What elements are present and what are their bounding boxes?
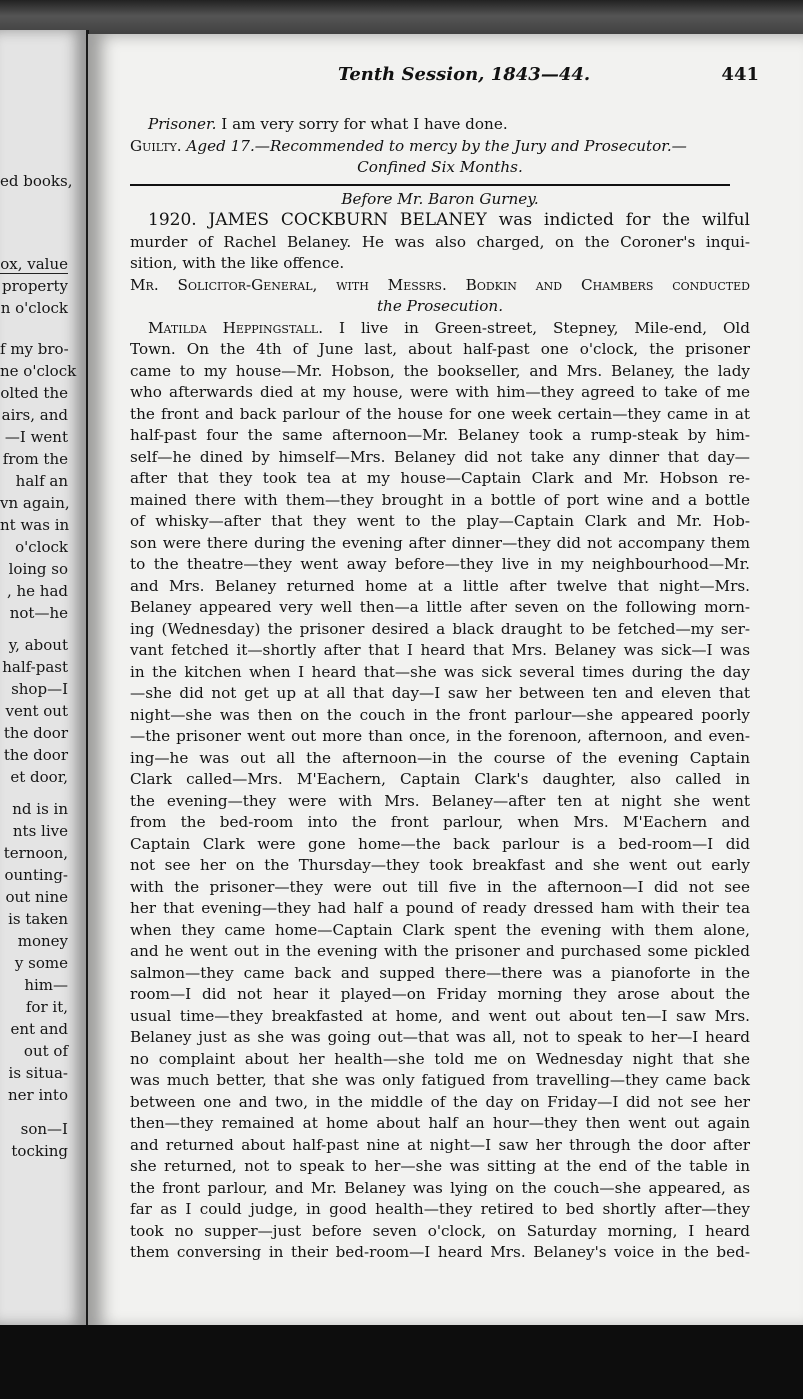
testimony-line: after that they took tea at my house—Captain Clark and Mr. Hobson re- [130, 469, 750, 487]
left-page-line: son—I [20, 1120, 68, 1138]
left-page-line: for it, [25, 998, 68, 1016]
section-rule [130, 184, 730, 186]
page-header [88, 64, 803, 90]
testimony-line: half-past four the same afternoon—Mr. Belaney took a rump-steak by him- [130, 426, 750, 444]
testimony-line: of whisky—after that they went to the play—Captain Clark and Mr. Hob- [130, 512, 750, 530]
left-page-line: vent out [5, 702, 68, 720]
verdict-line [130, 136, 750, 158]
testimony [130, 318, 750, 1264]
left-page-line: et door, [10, 768, 68, 786]
left-page-line: y some [14, 954, 68, 972]
testimony-line: she returned, not to speak to her—she was sitting at the end of the table in [130, 1157, 750, 1175]
left-page-line: —I went [4, 428, 68, 446]
left-page-line: is situa- [8, 1064, 68, 1082]
testimony-line: from the bed-room into the front parlour, when Mrs. M'Eachern and [130, 813, 750, 831]
left-page-line: out of [23, 1042, 68, 1060]
prisoner-statement-text: I am very sorry for what I have done. [221, 115, 508, 133]
testimony-line: self—he dined by himself—Mrs. Belaney did not take any dinner that day— [130, 447, 750, 466]
left-page-line: out nine [5, 888, 68, 906]
left-page-line: loing so [8, 560, 68, 578]
testimony-line: night—she was then on the couch in the front parlour—she appeared poorly [130, 705, 750, 724]
left-page-line: half an [15, 472, 68, 490]
left-page-line: , he had [6, 582, 68, 600]
testimony-line: —the prisoner went out more than once, in the forenoon, afternoon, and even- [130, 727, 750, 745]
testimony-line: far as I could judge, in good health—they retired to bed shortly after—they [130, 1200, 750, 1218]
testimony-line: mained there with them—they brought in a bottle of port wine and a bottle [130, 490, 750, 509]
testimony-line: came to my house—Mr. Hobson, the bookseller, and Mrs. Belaney, the lady [130, 361, 750, 380]
testimony-line: between one and two, in the middle of the day on Friday—I did not see her [130, 1092, 750, 1111]
verdict-label: Guilty. [130, 136, 182, 155]
testimony-line: Clark called—Mrs. M'Eachern, Captain Clark's daughter, also called in [130, 770, 750, 788]
left-page-line: ent and [10, 1020, 68, 1038]
verdict-text: Aged 17.—Recommended to mercy by the Jury and Prosecutor.— [186, 136, 687, 155]
testimony-line: when they came home—Captain Clark spent the evening with them alone, [130, 920, 750, 939]
left-page-line: is taken [8, 910, 68, 928]
left-page-line: ne o'clock [0, 362, 77, 380]
testimony-line: took no supper—just before seven o'clock, on Saturday morning, I heard [130, 1221, 750, 1240]
testimony-line: Matilda Heppingstall. I live in Green-street, Stepney, Mile-end, Old [148, 318, 750, 337]
testimony-line: —she did not get up at all that day—I saw her between ten and eleven that [130, 684, 750, 702]
prisoner-label: Prisoner. [148, 115, 217, 133]
left-page-line: nts live [12, 822, 68, 840]
left-page-line: n o'clock [0, 299, 68, 317]
testimony-line: ing (Wednesday) the prisoner desired a black draught to be fetched—my ser- [130, 619, 750, 638]
case-line-1: 1920. JAMES COCKBURN BELANEY was indicted for the wilful [148, 210, 750, 230]
left-page-line: property [2, 277, 68, 295]
testimony-line: her that evening—they had half a pound of ready dressed ham with their tea [130, 899, 750, 917]
left-page-line: y, about [8, 636, 68, 654]
left-page-line: vn again, [0, 494, 70, 512]
testimony-line: was much better, that she was only fatigued from travelling—they came back [130, 1071, 750, 1089]
testimony-line: Belaney appeared very well then—a little after seven on the following morn- [130, 598, 750, 616]
left-page-line: money [17, 932, 68, 950]
counsel-line-2: the Prosecution. [376, 297, 504, 315]
left-page-line: f my bro- [0, 340, 69, 358]
running-head: Tenth Session, 1843—44. [338, 64, 591, 85]
left-page-line: ner into [8, 1086, 68, 1104]
testimony-line: vant fetched it—shortly after that I heard that Mrs. Belaney was sick—I was [130, 641, 750, 659]
page-441 [88, 34, 803, 1329]
sentence: Confined Six Months. [357, 158, 523, 176]
case-line-2: murder of Rachel Belaney. He was also charged, on the Coroner's inqui- [130, 232, 750, 251]
testimony-line: the evening—they were with Mrs. Belaney—after ten at night she went [130, 791, 750, 810]
testimony-line: in the kitchen when I heard that—she was sick several times during the day [130, 662, 750, 681]
testimony-line: usual time—they breakfasted at home, and went out about ten—I saw Mrs. [130, 1006, 750, 1025]
testimony-line: the front parlour, and Mr. Belaney was lying on the couch—she appeared, as [130, 1178, 750, 1197]
testimony-line: room—I did not hear it played—on Friday morning they arose about the [130, 985, 750, 1003]
left-page-line: not—he [9, 604, 68, 622]
testimony-line: them conversing in their bed-room—I heard Mrs. Belaney's voice in the bed- [130, 1243, 750, 1261]
left-page-line: nd is in [12, 800, 68, 818]
testimony-line: ing—he was out all the afternoon—in the course of the evening Captain [130, 748, 750, 767]
witness-name: Matilda Heppingstall. [148, 318, 324, 337]
testimony-line: Town. On the 4th of June last, about half-past one o'clock, the prisoner [130, 340, 750, 358]
case-line-3: sition, with the like offence. [130, 254, 345, 272]
scan-bottom-edge [0, 1325, 803, 1399]
left-page-line: the door [3, 746, 68, 764]
counsel-line-1: Mr. Solicitor-General, with Messrs. Bodkin and Chambers conducted [130, 275, 750, 294]
testimony-line: Belaney just as she was going out—that was all, not to speak to her—I heard [130, 1028, 750, 1046]
testimony-line: to the theatre—they went away before—they live in my neighbourhood—Mr. [130, 555, 750, 573]
testimony-line: and returned about half-past nine at night—I saw her through the door after [130, 1135, 750, 1154]
page-body [130, 114, 750, 1264]
testimony-line: and he went out in the evening with the prisoner and purchased some pickled [130, 942, 750, 960]
testimony-line: salmon—they came back and supped there—there was a pianoforte in the [130, 963, 750, 982]
page-number: 441 [721, 64, 759, 85]
testimony-line: who afterwards died at my house, were with him—they agreed to take of me [130, 383, 750, 401]
left-page-line: ed books, [0, 172, 73, 190]
left-page-line: from the [2, 450, 68, 468]
testimony-line: the front and back parlour of the house for one week certain—they came in at [130, 404, 750, 423]
left-page-line: olted the [0, 384, 68, 402]
left-page-line: ox, value [0, 255, 68, 273]
left-page-line: nt was in [0, 516, 70, 534]
judge-line: Before Mr. Baron Gurney. [341, 189, 539, 208]
testimony-line: then—they remained at home about half an hour—they then went out again [130, 1114, 750, 1132]
prisoner-statement [130, 114, 750, 136]
left-page-line: tocking [11, 1142, 68, 1160]
testimony-line: no complaint about her health—she told me on Wednesday night that she [130, 1049, 750, 1068]
testimony-line: and Mrs. Belaney returned home at a little after twelve that night—Mrs. [130, 576, 750, 595]
left-page-line: airs, and [1, 406, 68, 424]
left-page-line: ternoon, [3, 844, 68, 862]
left-page-line: the door [3, 724, 68, 742]
left-page-line: shop—I [11, 680, 68, 698]
testimony-line: son were there during the evening after dinner—they did not accompany them [130, 533, 750, 552]
left-page-fragment [0, 30, 89, 1325]
testimony-line: not see her on the Thursday—they took breakfast and she went out early [130, 856, 750, 874]
left-page-line: him— [24, 976, 68, 994]
left-page-line: half-past [2, 658, 68, 676]
left-page-line: ounting- [4, 866, 68, 884]
left-page-rule [0, 273, 68, 274]
testimony-line: with the prisoner—they were out till five in the afternoon—I did not see [130, 877, 750, 896]
testimony-line: Captain Clark were gone home—the back parlour is a bed-room—I did [130, 834, 750, 853]
left-page-line: o'clock [15, 538, 68, 556]
